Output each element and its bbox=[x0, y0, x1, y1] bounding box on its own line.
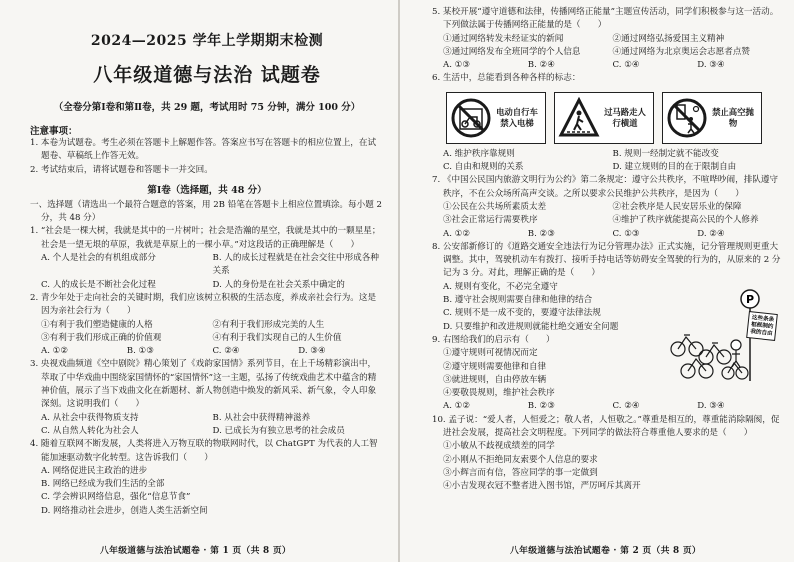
statement-items bbox=[30, 319, 384, 346]
option-b: B. ②③ bbox=[527, 228, 555, 239]
answer-options bbox=[432, 148, 782, 175]
option-d: D. ③④ bbox=[697, 60, 725, 71]
option-d: D. 建立规则的目的在于限制自由 bbox=[612, 162, 737, 173]
exam-title: 八年级道德与法治 试题卷 bbox=[93, 64, 321, 86]
question-3 bbox=[30, 358, 384, 438]
option-a: A. ①② bbox=[41, 346, 69, 357]
statement: ①公民在公共场所素质太差 bbox=[443, 201, 547, 212]
exam-meta: （全卷分第Ⅰ卷和第Ⅱ卷，共 29 题，考试用时 75 分钟，满分 100 分） bbox=[53, 102, 361, 113]
option-a: A. ①③ bbox=[443, 60, 471, 71]
no-throwing-icon bbox=[666, 97, 708, 139]
option-d: D. 已成长为有独立思考的社会成员 bbox=[212, 425, 345, 436]
page-footer-1: 八年级道德与法治试题卷 · 第 1 页（共 8 页） bbox=[100, 546, 292, 556]
option-b: B. 遵守社会规则需要自律和他律的结合 bbox=[443, 295, 593, 306]
statement: ④有利于我们实现自己的人生价值 bbox=[212, 332, 342, 343]
option-a: A. ①② bbox=[443, 228, 471, 239]
option-d: D. 网络推动社会进步，创造人类生活新空间 bbox=[41, 505, 208, 516]
statement-items bbox=[432, 33, 782, 60]
question-5 bbox=[432, 6, 782, 72]
statement-items bbox=[432, 201, 782, 228]
sign-ebike-elevator bbox=[446, 92, 546, 144]
option-a: A. 网络促进民主政治的进步 bbox=[41, 465, 148, 476]
question-stem: 8. 公安部新修订的《道路交通安全违法行为记分管理办法》正式实施，记分管理规则更重大调整。其中，驾驶机动车有拨打、接听手持电话等妨碍安全驾驶的行为的，从原来的 2 分记为 3 分。对此，理解正确的是（ ） bbox=[432, 241, 781, 279]
option-a: A. 规则有变化，不必完全遵守 bbox=[443, 281, 558, 292]
option-c: C. 自由和规则的关系 bbox=[443, 162, 524, 173]
section-instructions: 一、选择题（请选出一个最符合题意的答案，用 2B 铅笔在答题卡上相应位置填涂。每小题 2 分，共 48 分） bbox=[30, 199, 383, 224]
statement: ③有利于我们形成正确的价值观 bbox=[41, 332, 162, 343]
question-stem: 5. 某校开展“遵守道德和法律，传播网络正能量”主题宣传活动，同学们积极参与这一活动。下列做法属于传播网络正能量的是（ ） bbox=[432, 7, 779, 31]
statement: ②遵守规则需要他律和自律 bbox=[443, 361, 547, 372]
statement: ①遵守规则可视情况而定 bbox=[443, 348, 538, 359]
option-d: D. ②④ bbox=[697, 228, 725, 239]
option-c: C. ②④ bbox=[612, 401, 640, 412]
option-b: B. ②③ bbox=[527, 401, 555, 412]
option-b: B. ②④ bbox=[527, 60, 555, 71]
option-a: A. 从社会中获得物质支持 bbox=[41, 412, 139, 423]
option-c: C. 学会辨识网络信息，强化“信息节食” bbox=[41, 492, 191, 503]
option-d: D. 只要维护和改进规则就能杜绝交通安全问题 bbox=[443, 321, 619, 332]
question-stem: 7. 《中国公民国内旅游文明行为公约》第二条规定：遵守公共秩序，不喧哗吵闹，排队遵守秩序，不在公众场所高声交谈。之所以要求公民维护公共秩序，是因为（ ） bbox=[432, 175, 779, 199]
option-c: C. 人的成长是不断社会化过程 bbox=[41, 279, 156, 290]
question-9 bbox=[432, 334, 660, 400]
answer-options bbox=[30, 252, 384, 292]
option-b: B. ①③ bbox=[126, 346, 154, 357]
statement: ①小敏从不歧视成绩差的同学 bbox=[443, 441, 555, 452]
question-stem: 9. 右图给我们的启示有（ ） bbox=[432, 334, 555, 345]
question-stem: 3. 央视戏曲频道《空中剧院》精心策划了《戏韵家国情》系列节目，在上千场精彩演出中，萃取了中华戏曲中围绕家国情怀的“家国情怀”这一主题，弘扬了传统戏曲艺术中蕴含的精神价值，展示了当下戏曲文化在新题材、新人物创造中焕发的新风采、新气象，令人印象深刻。这说明我们（ ） bbox=[30, 359, 377, 410]
sign-row bbox=[446, 92, 782, 144]
option-b: B. 人的成长过程就是在社会交往中形成各种关系 bbox=[212, 253, 379, 277]
pedestrian-crossing-icon bbox=[558, 97, 600, 139]
question-2 bbox=[30, 292, 384, 358]
option-b: B. 规则一经制定就不能改变 bbox=[612, 148, 719, 159]
question-4 bbox=[30, 438, 384, 518]
option-b: B. 网络已经成为我们生活的全部 bbox=[41, 479, 165, 490]
option-c: C. ①③ bbox=[612, 228, 640, 239]
statement: ②社会秩序是人民安居乐业的保障 bbox=[612, 201, 742, 212]
option-a: A. ①② bbox=[443, 401, 471, 412]
parking-cartoon-illustration bbox=[666, 287, 778, 383]
sign-no-throwing bbox=[662, 92, 762, 144]
parking-sign-letter: P bbox=[745, 292, 755, 306]
q8-options-column bbox=[432, 281, 660, 401]
statement: ②小刚从不拒绝同友索要个人信息的要求 bbox=[443, 454, 598, 465]
question-10 bbox=[432, 414, 782, 494]
option-d: D. 人的身份是在社会关系中确定的 bbox=[212, 279, 345, 290]
option-d: D. ③④ bbox=[298, 346, 326, 357]
sign-crosswalk bbox=[554, 92, 654, 144]
answer-options bbox=[30, 345, 384, 358]
statement: ③就进规则，自由停放车辆 bbox=[443, 374, 547, 385]
option-a: A. 维护秩序靠规则 bbox=[443, 148, 515, 159]
option-b: B. 从社会中获得精神滋养 bbox=[212, 412, 311, 423]
statement: ①有利于我们塑造健康的人格 bbox=[41, 319, 153, 330]
question-8 bbox=[432, 241, 782, 281]
option-a: A. 个人是社会的有机组成部分 bbox=[41, 253, 156, 264]
statement: ③社会正常运行需要秩序 bbox=[443, 215, 538, 226]
option-c: C. 规则不是一成不变的，要遵守法律法规 bbox=[443, 308, 601, 319]
statement: ④维护了秩序就能提高公民的个人修养 bbox=[612, 215, 759, 226]
option-d: D. ③④ bbox=[697, 401, 725, 412]
questions-8-9-block bbox=[432, 281, 782, 401]
question-stem: 4. 随着互联网不断发展，人类将进入万物互联的物联网时代，以 ChatGPT 为代表的人工智能加速驱动数字化转型。这告诉我们（ ） bbox=[30, 439, 378, 463]
sign-label: 禁止高空抛物 bbox=[712, 106, 754, 128]
notice-item: 2. 考试结束后，请将试题卷和答题卡一并交回。 bbox=[30, 164, 213, 175]
answer-options bbox=[432, 228, 782, 241]
page-footer-2: 八年级道德与法治试题卷 · 第 2 页（共 8 页） bbox=[510, 546, 702, 556]
q9-answer-options bbox=[432, 400, 782, 413]
question-stem: 6. 生活中，总能看到各种各样的标志： bbox=[432, 73, 581, 84]
statement: ②有利于我们形成完美的人生 bbox=[212, 319, 325, 330]
statement: ④小吉发现衣冠不整者进入图书馆，严厉呵斥其离开 bbox=[443, 481, 641, 492]
option-c: C. ①④ bbox=[612, 60, 640, 71]
statement: ④要敬畏规则，维护社会秩序 bbox=[443, 388, 555, 399]
exam-year: 2024—2025 学年上学期期末检测 bbox=[90, 33, 324, 49]
page-2 bbox=[400, 0, 794, 562]
question-7 bbox=[432, 174, 782, 240]
question-6 bbox=[432, 72, 782, 174]
question-1 bbox=[30, 225, 384, 291]
statement: ③小辉言而有信，答应同学的事一定做到 bbox=[443, 467, 598, 478]
notice-heading: 注意事项： bbox=[30, 126, 78, 137]
answer-options bbox=[432, 59, 782, 72]
notice-item: 1. 本卷为试题卷。考生必须在答题卡上解题作答。答案应书写在答题卡的相应位置上，在试题卷、草稿纸上作答无效。 bbox=[30, 138, 377, 162]
statement: ④通过网络为北京奥运会志愿者点赞 bbox=[612, 46, 751, 57]
part-heading: 第Ⅰ卷（选择题，共 48 分） bbox=[147, 184, 267, 196]
answer-options bbox=[30, 412, 384, 439]
question-stem: 1. “社会是一棵大树，我就是其中的一片树叶；社会是浩瀚的星空，我就是其中的一颗星星；社会是一望无垠的草原，我就是草原上的一棵小草。”对这段话的正确理解是（ ） bbox=[30, 226, 381, 250]
question-stem: 10. 孟子说：“爱人者，人恒爱之；敬人者，人恒敬之。”尊重是相互的，尊重能消除隔阂，促进社会发展，提高社会文明程度。下列同学的做法符合尊重他人要求的是（ ） bbox=[432, 414, 780, 439]
option-c: C. 从自然人转化为社会人 bbox=[41, 425, 139, 436]
statement: ②通过网络弘扬爱国主义精神 bbox=[612, 33, 725, 44]
sign-label: 电动自行车禁入电梯 bbox=[496, 106, 538, 128]
cartoon-speech-text: 这些条条 框框制约 我的自由 bbox=[750, 314, 775, 337]
question-stem: 2. 青少年处于走向社会的关键时期，我们应该树立积极的生活态度，养成亲社会行为。这是因为亲社会行为（ ） bbox=[30, 292, 377, 317]
no-ebike-icon bbox=[450, 97, 492, 139]
statement: ①通过网络转发未经证实的新闻 bbox=[443, 33, 564, 44]
sign-label: 过马路走人行横道 bbox=[604, 106, 646, 128]
option-c: C. ②④ bbox=[212, 346, 240, 357]
statement: ③通过网络发布全班同学的个人信息 bbox=[443, 46, 581, 57]
